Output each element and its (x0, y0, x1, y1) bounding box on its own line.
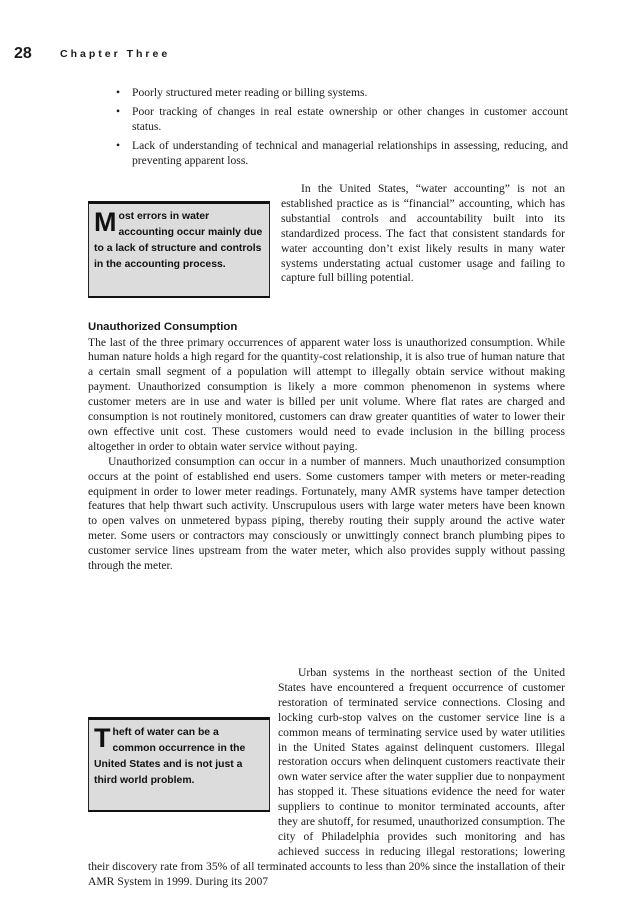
page-number: 28 (14, 45, 32, 62)
callout-dropcap: M (94, 207, 117, 237)
bullet-item: • Poorly structured meter reading or billing systems. (116, 86, 568, 101)
body-paragraph: Urban systems in the northeast section of the United States have encountered a frequent occurrence of customer restoration of terminated service connections. Closing and locking curb-stop valves on the customer service line is a common means of terminating service used by water utilities in the United States against delinquent customers. Illegal restoration occurs when delinquent customers reactivate their own water service after the water supplier due to nonpayment has stopped it. These situations evidence the need for water suppliers to continue to monitor terminated accounts, after they are shutoff, for resumed, unauthorized consumption. The city of Philadelphia provides such monitoring and has achieved success in reducing illegal restorations; lowering their discovery rate from 35% of all terminated accounts to less than 20% since the installation of their AMR System in 1999. During its 2007 (88, 666, 565, 888)
bullet-item: • Lack of understanding of technical and managerial relationships in assessing, reducing, and preventing apparent loss. (116, 139, 568, 169)
callout-dropcap: T (94, 723, 111, 753)
callout-box-theft (88, 717, 270, 812)
callout-text: ost errors in water accounting occur mainly due to a lack of structure and controls in the accounting process. (94, 211, 263, 270)
section-heading: Unauthorized Consumption (88, 321, 238, 333)
section-body (88, 320, 565, 574)
body-paragraph: The last of the three primary occurrences of apparent water loss is unauthorized consumption. While human nature holds a high regard for the quantity-cost relationship, it is also true of human nature that a certain small segment of a population will attempt to illegally obtain service without making payment. Unauthorized consumption is likely a more common phenomenon in systems where customer meters are in use and water is billed per unit volume. Where flat rates are charged and consumption is not routinely monitored, customers can draw greater quantities of water to lower their own effective unit cost. These customers would need to evade inclusion in the billing process altogether in order to obtain water service without paying. (88, 335, 565, 453)
body-paragraph: Unauthorized consumption can occur in a number of manners. Much unauthorized consumption occurs at the point of established end users. Some customers tamper with meters or meter-reading equipment in order to lower meter readings. Fortunately, many AMR systems have tamper detection features that help thwart such activity. Unscrupulous users with large water meters have been known to open valves on unmetered bypass piping, thereby routing their supply around the active water meter. Some users or contractors may consciously or unwittingly connect branch plumbing pipes to customer service lines upstream from the water meter, which also provides supply without passing through the meter. (88, 454, 565, 573)
bullet-item: • Poor tracking of changes in real estate ownership or other changes in customer account status. (116, 105, 568, 135)
callout-text: heft of water can be a common occurrence in the United States and is not just a third world problem. (94, 727, 246, 786)
callout-box-errors (88, 201, 270, 298)
bullet-list (116, 86, 568, 173)
chapter-title: Chapter Three (60, 48, 171, 60)
right-column-paragraph: In the United States, “water accounting” is not an established practice as is “financial” accounting, which has substantial controls and accountability built into its standardized process. The fact that consistent standards for water accounting don’t exist likely results in many water systems understating actual customer usage and failing to capture full billing potential. (281, 182, 565, 285)
